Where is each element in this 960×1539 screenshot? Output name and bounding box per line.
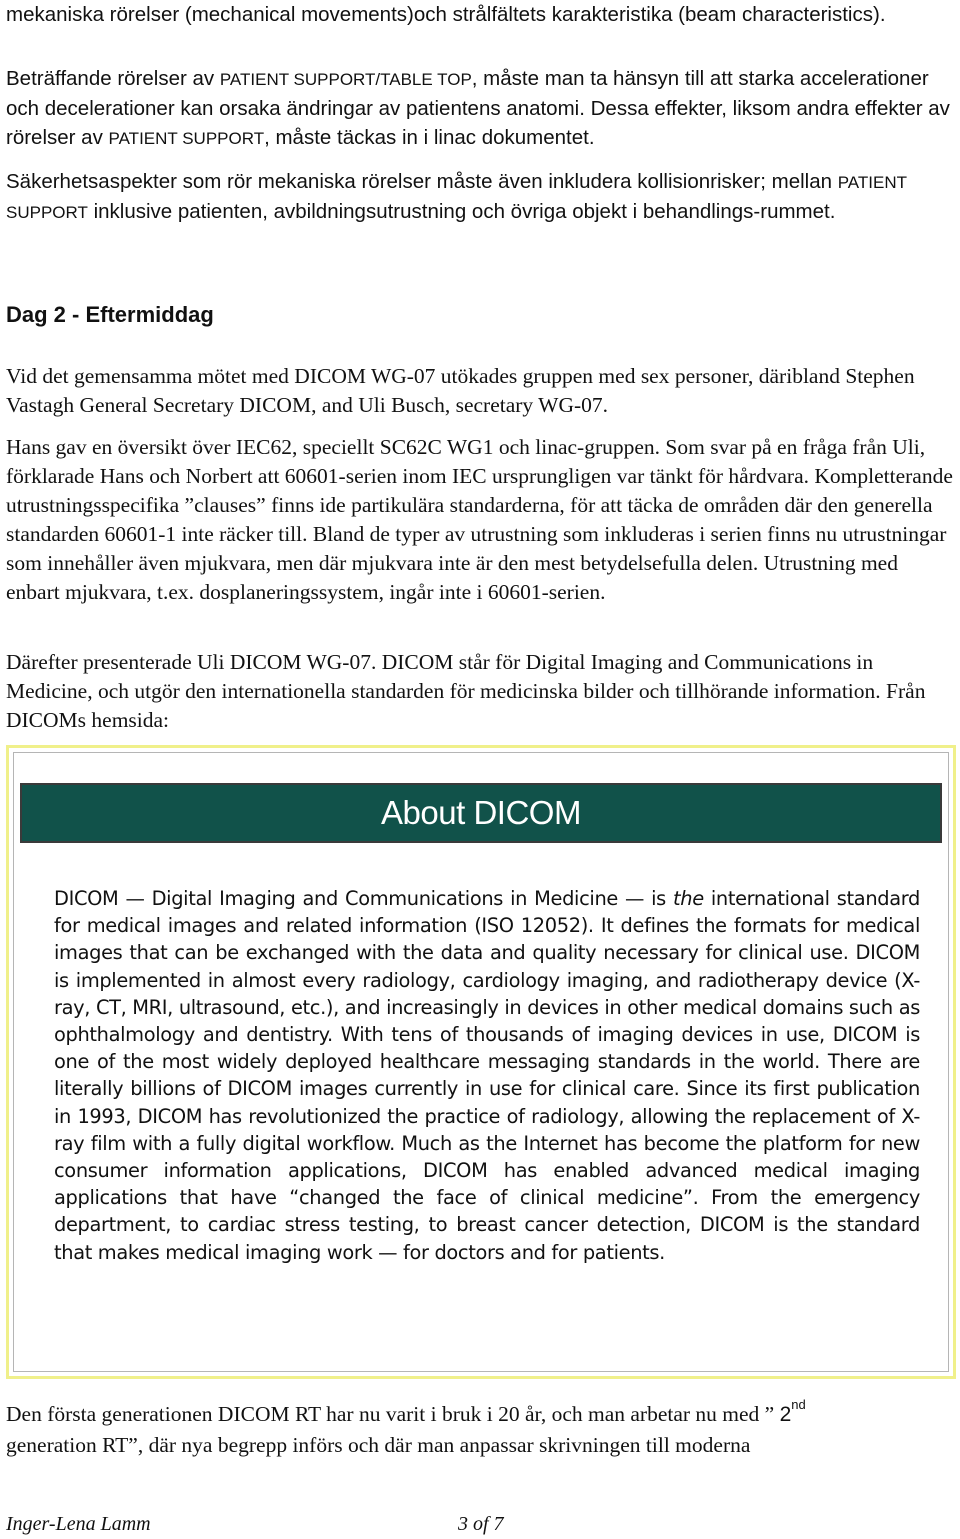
- text-run: , måste täckas in i linac dokumentet.: [264, 126, 595, 149]
- paragraph-intro-text: mekaniska rörelser (mechanical movements)och strålfältets karakteristika (beam characteristics).: [6, 3, 886, 26]
- ordinal-suffix: nd: [791, 1397, 806, 1412]
- footer-author: Inger-Lena Lamm: [6, 1513, 151, 1535]
- paragraph-meeting: Vid det gemensamma mötet med DICOM WG-07 utökades gruppen med sex personer, däribland Stephen Vastagh General Secretary DICOM, and Uli Busch, secretary WG-07.: [6, 364, 915, 417]
- text-run: inklusive patienten, avbildningsutrustning och övriga objekt i behandlings-rummet.: [87, 200, 836, 223]
- dicom-website-screenshot: [6, 745, 956, 1379]
- small-caps-term: PATIENT SUPPORT: [108, 129, 265, 148]
- text-run: generation RT”, där nya begrepp införs och där man anpassar skrivningen till moderna: [6, 1433, 751, 1457]
- paragraph-dicom-rt: [6, 1389, 954, 1461]
- screenshot-frame: [13, 752, 949, 1372]
- section-heading: Dag 2 - Eftermiddag: [6, 302, 214, 327]
- paragraph-movements: [6, 64, 954, 153]
- text-run: DICOM — Digital Imaging and Communications in Medicine — is: [54, 887, 673, 910]
- banner-title: About DICOM: [381, 794, 581, 831]
- ordinal-number: 2: [779, 1403, 792, 1426]
- small-caps-term: PATIENT SUPPORT/TABLE TOP: [219, 70, 472, 89]
- footer-page-number: 3 of 7: [458, 1513, 504, 1535]
- small-caps-term: PATIENT SUPPORT: [6, 173, 907, 222]
- text-run: Säkerhetsaspekter som rör mekaniska rörelser måste även inkludera kollisionrisker; mellan: [6, 170, 838, 193]
- paragraph-intro: [6, 0, 954, 29]
- paragraph-dicom-intro: Därefter presenterade Uli DICOM WG-07. DICOM står för Digital Imaging and Communications in Medicine, och utgör den internationella standarden för medicinska bilder och tillhörande information. Från DICOMs hemsida:: [6, 650, 926, 732]
- emphasis-text: the: [673, 887, 704, 910]
- paragraph-safety: [6, 167, 954, 227]
- about-dicom-banner: [20, 783, 942, 843]
- text-run: Den första generationen DICOM RT har nu varit i bruk i 20 år, och man arbetar nu med ”: [6, 1402, 780, 1426]
- about-dicom-text: [54, 885, 920, 1266]
- text-run: , måste man ta hänsyn till att starka accelerationer och decelerationer kan orsaka ändringar av patientens anatomi. Dessa effekter, liksom andra effekter av rörelser av: [6, 67, 950, 149]
- paragraph-iec: Hans gav en översikt över IEC62, speciellt SC62C WG1 och linac-gruppen. Som svar på en fråga från Uli, förklarade Hans och Norbert att 60601-serien inom IEC ursprungligen var tänkt för hårdvara. Kompletterande utrustningsspecifika ”clauses” finns ide partikulära standarderna, för att täcka de områden där den generella standarden 60601-1 inte räcker till. Bland de typer av utrustning som inkluderas i serien finns nu utrustningar som innehåller även mjukvara, men där mjukvara inte är den mest betydelsefulla delen. Utrustning med enbart mjukvara, t.ex. dosplaneringssystem, ingår inte i 60601-serien.: [6, 435, 953, 604]
- text-run: international standard for medical images and related information (ISO 12052). It defines the formats for medical images that can be exchanged with the data and quality necessary for clinical use. DICOM is implemented in almost every radiology, cardiology imaging, and radiotherapy device (X-ray, CT, MRI, ultrasound, etc.), and increasingly in devices in other medical domains such as ophthalmology and dentistry. With tens of thousands of imaging devices in use, DICOM is one of the most widely deployed healthcare messaging standards in the world. There are literally billions of DICOM images currently in use for clinical care. Since its first publication in 1993, DICOM has revolutionized the practice of radiology, allowing the replacement of X-ray film with a fully digital workflow. Much as the Internet has become the platform for new consumer information applications, DICOM has enabled advanced medical imaging applications that have “changed the face of clinical medicine”. From the emergency department, to cardiac stress testing, to breast cancer detection, DICOM is the standard that makes medical imaging work — for doctors and for patients.: [54, 887, 920, 1264]
- text-run: Beträffande rörelser av: [6, 67, 220, 90]
